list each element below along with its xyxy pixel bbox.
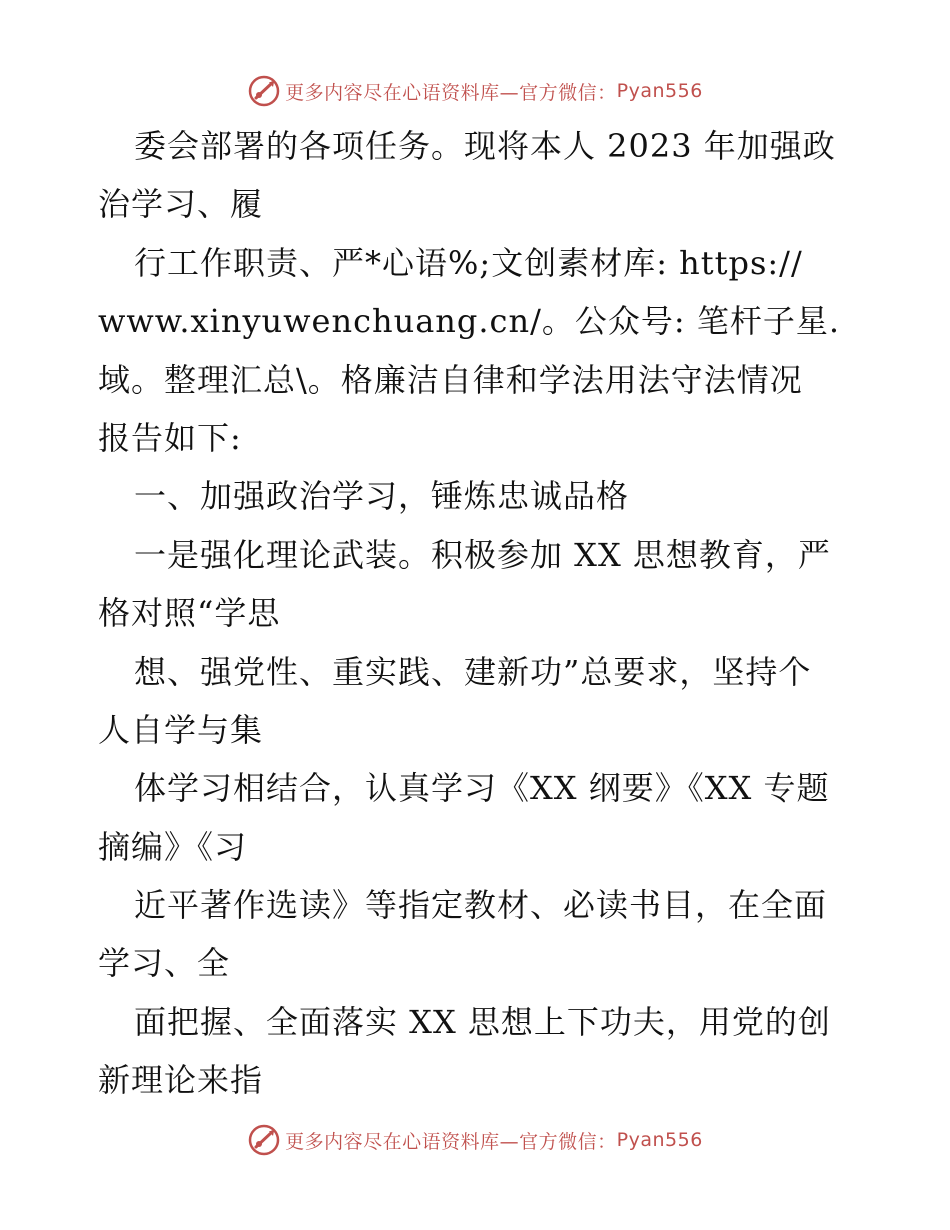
body-line: 格对照“学思 [98,594,281,633]
body-line: 面把握、全面落实 XX 思想上下功夫，用党的创 [134,1002,831,1041]
document-body [98,117,858,1110]
body-line: 行工作职责、严*心语%;文创素材库: https:// [134,243,803,282]
body-line: 人自学与集 [98,710,264,749]
body-line: 治学习、履 [98,185,264,224]
header-watermark [0,71,950,111]
watermark-text: 更多内容尽在心语资料库—官方微信： [285,1130,617,1153]
body-line: 摘编》《习 [98,827,248,866]
section-heading: 一、加强政治学习，锤炼忠诚品格 [134,477,630,516]
footer-watermark [0,1120,950,1160]
watermark-account: Pyan556 [616,1129,703,1151]
body-line: 委会部署的各项任务。现将本人 2023 年加强政 [134,127,836,165]
body-line: 域。整理汇总\。格廉洁自律和学法用法守法情况 [98,360,803,399]
body-line: 学习、全 [98,944,231,983]
watermark-account: Pyan556 [616,80,703,102]
body-line: 报告如下: [98,418,242,457]
brand-logo-icon [247,1123,281,1157]
body-line: www.xinyuwenchuang.cn/。公众号: 笔杆子星. [98,302,840,341]
watermark-text: 更多内容尽在心语资料库—官方微信： [285,81,617,104]
body-line: 新理论来指 [98,1061,264,1100]
body-line: 近平著作选读》等指定教材、必读书目，在全面 [134,886,828,925]
body-line: 想、强党性、重实践、建新功”总要求，坚持个 [134,652,812,691]
brand-logo-icon [247,74,281,108]
body-line: 一是强化理论武装。积极参加 XX 思想教育，严 [134,535,831,574]
body-line: 体学习相结合，认真学习《XX 纲要》《XX 专题 [134,769,830,808]
